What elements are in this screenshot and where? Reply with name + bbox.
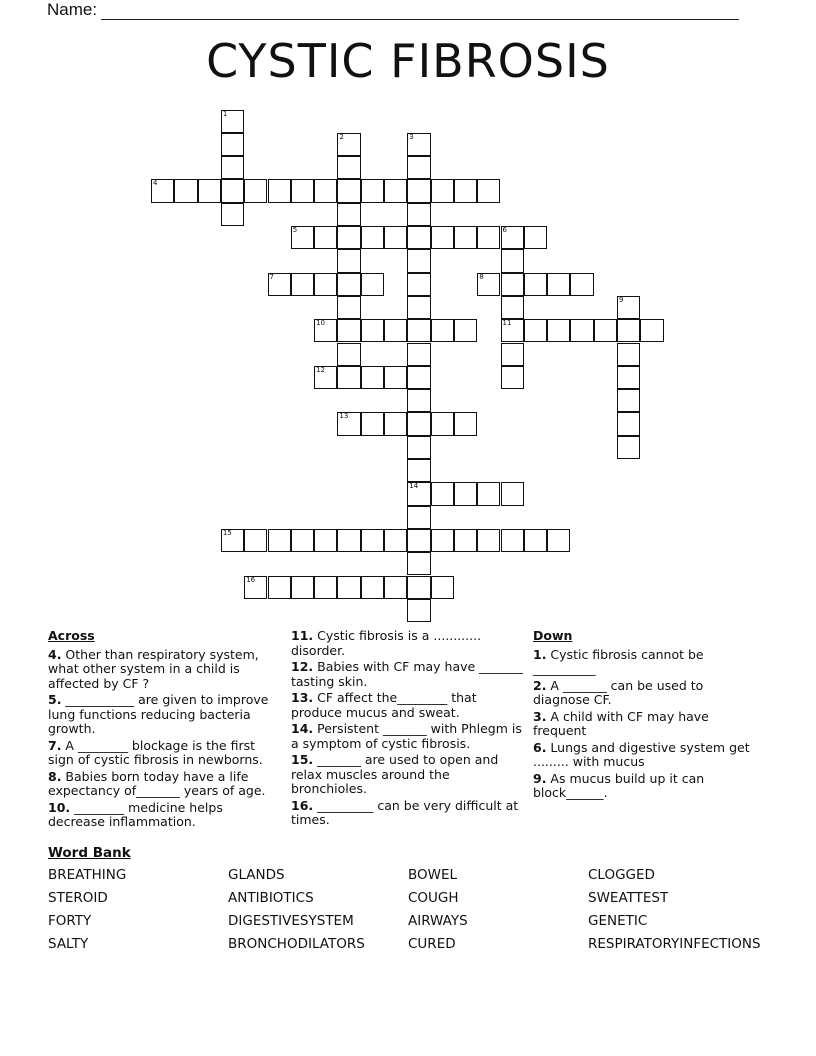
word-bank-word: BOWEL bbox=[408, 867, 458, 883]
word-bank-word: SWEATTEST bbox=[588, 890, 669, 906]
clue bbox=[533, 648, 761, 677]
clue-number: 5. bbox=[48, 692, 62, 707]
grid-cell[interactable] bbox=[337, 366, 360, 389]
grid-cell[interactable] bbox=[244, 179, 267, 202]
clue-number: 9 bbox=[619, 295, 624, 304]
grid-cell[interactable] bbox=[361, 319, 384, 342]
grid-cell[interactable] bbox=[407, 482, 430, 505]
grid-cell[interactable] bbox=[431, 576, 454, 599]
down-clues-column bbox=[533, 629, 761, 803]
grid-cell[interactable] bbox=[617, 319, 640, 342]
grid-cell[interactable] bbox=[640, 319, 663, 342]
grid-cell[interactable] bbox=[174, 179, 197, 202]
clue-number: 13. bbox=[291, 690, 314, 705]
grid-cell[interactable] bbox=[314, 226, 337, 249]
grid-cell[interactable] bbox=[291, 179, 314, 202]
clue-number: 16 bbox=[246, 575, 256, 584]
clue-text: CF affect the________ that produce mucus and sweat. bbox=[291, 690, 477, 720]
grid-cell[interactable] bbox=[337, 203, 360, 226]
across-clues-column-1 bbox=[48, 629, 276, 832]
grid-cell[interactable] bbox=[337, 156, 360, 179]
word-bank-word: ANTIBIOTICS bbox=[228, 890, 314, 906]
clue-text: Babies with CF may have _______ tasting skin. bbox=[291, 659, 523, 689]
word-bank-word: DIGESTIVESYSTEM bbox=[228, 913, 354, 929]
word-bank-word: AIRWAYS bbox=[408, 913, 468, 929]
grid-cell[interactable] bbox=[454, 529, 477, 552]
grid-cell[interactable] bbox=[407, 459, 430, 482]
grid-cell[interactable] bbox=[384, 412, 407, 435]
grid-cell[interactable] bbox=[431, 179, 454, 202]
grid-cell[interactable] bbox=[407, 319, 430, 342]
word-bank-word: GENETIC bbox=[588, 913, 648, 929]
clue-text: Persistent _______ with Phlegm is a symptom of cystic fibrosis. bbox=[291, 721, 522, 751]
grid-cell[interactable] bbox=[431, 529, 454, 552]
clue-number: 5 bbox=[292, 226, 298, 234]
clue-text: Babies born today have a life expectancy of_______ years of age. bbox=[48, 768, 266, 798]
grid-cell[interactable] bbox=[268, 576, 291, 599]
clue-text: Lungs and digestive system get ......... with mucus bbox=[533, 739, 750, 769]
clue-number: 6 bbox=[502, 226, 507, 234]
clue-number: 12 bbox=[316, 365, 326, 374]
grid-cell[interactable] bbox=[407, 273, 430, 296]
clue-text: A _______ can be used to diagnose CF. bbox=[533, 677, 704, 707]
clue bbox=[291, 629, 523, 658]
grid-cell[interactable] bbox=[337, 296, 360, 319]
grid-cell[interactable] bbox=[407, 226, 430, 249]
clue-number: 10. bbox=[48, 799, 71, 815]
grid-cell[interactable] bbox=[594, 319, 617, 342]
grid-cell[interactable] bbox=[268, 179, 291, 202]
word-bank-word: CURED bbox=[408, 936, 456, 952]
clue bbox=[291, 660, 523, 689]
grid-cell[interactable] bbox=[314, 179, 337, 202]
clue-text: A ________ blockage is the first sign of cystic fibrosis in newborns. bbox=[48, 737, 263, 767]
clue-text: _________ can be very difficult at times. bbox=[291, 797, 519, 827]
word-bank-word: RESPIRATORYINFECTIONS bbox=[588, 936, 761, 952]
grid-cell[interactable] bbox=[198, 179, 221, 202]
grid-cell[interactable] bbox=[477, 529, 500, 552]
grid-cell[interactable] bbox=[547, 273, 570, 296]
word-bank-word: FORTY bbox=[48, 913, 92, 929]
grid-cell[interactable] bbox=[524, 273, 547, 296]
clue-number: 4 bbox=[153, 179, 158, 188]
word-bank-word: STEROID bbox=[48, 890, 108, 906]
grid-cell[interactable] bbox=[501, 273, 524, 296]
grid-cell[interactable] bbox=[291, 226, 314, 249]
grid-cell[interactable] bbox=[221, 133, 244, 156]
clue-text: _______ are used to open and relax muscles around the bronchioles. bbox=[291, 752, 499, 796]
grid-cell[interactable] bbox=[407, 366, 430, 389]
grid-cell[interactable] bbox=[268, 273, 291, 296]
grid-cell[interactable] bbox=[407, 576, 430, 599]
grid-cell[interactable] bbox=[617, 343, 640, 366]
word-bank-word: BRONCHODILATORS bbox=[228, 936, 365, 952]
clue-number: 14 bbox=[409, 482, 419, 491]
clue-text: Cystic fibrosis cannot be __________ bbox=[533, 646, 704, 676]
clue-text: Cystic fibrosis is a ............ disorder. bbox=[291, 628, 482, 658]
clue bbox=[533, 741, 761, 770]
grid-cell[interactable] bbox=[407, 296, 430, 319]
grid-cell[interactable] bbox=[501, 226, 524, 249]
grid-cell[interactable] bbox=[384, 319, 407, 342]
clue bbox=[48, 801, 276, 830]
grid-cell[interactable] bbox=[617, 412, 640, 435]
clue bbox=[291, 753, 523, 797]
grid-cell[interactable] bbox=[361, 179, 384, 202]
clue-number: 6. bbox=[533, 739, 547, 755]
grid-cell[interactable] bbox=[431, 226, 454, 249]
clue-number: 15 bbox=[222, 528, 232, 537]
clue-number: 7 bbox=[269, 272, 274, 281]
grid-cell[interactable] bbox=[407, 133, 430, 156]
grid-cell[interactable] bbox=[477, 179, 500, 202]
grid-cell[interactable] bbox=[501, 319, 524, 342]
grid-cell[interactable] bbox=[337, 319, 360, 342]
grid-cell[interactable] bbox=[384, 226, 407, 249]
clue bbox=[291, 722, 523, 751]
clue bbox=[533, 710, 761, 739]
grid-cell[interactable] bbox=[407, 343, 430, 366]
grid-cell[interactable] bbox=[454, 482, 477, 505]
clue bbox=[291, 691, 523, 720]
across-heading: Across bbox=[48, 628, 95, 643]
grid-cell[interactable] bbox=[221, 529, 244, 552]
grid-cell[interactable] bbox=[314, 529, 337, 552]
grid-cell[interactable] bbox=[337, 529, 360, 552]
across-clues-column-2 bbox=[291, 629, 523, 830]
grid-cell[interactable] bbox=[524, 319, 547, 342]
grid-cell[interactable] bbox=[337, 273, 360, 296]
grid-cell[interactable] bbox=[384, 576, 407, 599]
clue bbox=[533, 772, 761, 801]
grid-cell[interactable] bbox=[314, 273, 337, 296]
grid-cell[interactable] bbox=[547, 319, 570, 342]
clue-number: 1 bbox=[222, 109, 228, 118]
clue-number: 2 bbox=[339, 132, 344, 141]
grid-cell[interactable] bbox=[337, 576, 360, 599]
grid-cell[interactable] bbox=[384, 529, 407, 552]
grid-cell[interactable] bbox=[407, 412, 430, 435]
clue-text: ________ medicine helps decrease inflammation. bbox=[48, 799, 223, 829]
word-bank-word: BREATHING bbox=[48, 867, 127, 883]
word-bank-word: COUGH bbox=[408, 890, 459, 906]
grid-cell[interactable] bbox=[407, 506, 430, 529]
clue-number: 8 bbox=[479, 272, 484, 281]
grid-cell[interactable] bbox=[570, 319, 593, 342]
clue bbox=[48, 770, 276, 799]
clue-number: 2. bbox=[533, 677, 547, 693]
grid-cell[interactable] bbox=[361, 226, 384, 249]
clue-number: 3. bbox=[533, 708, 547, 724]
grid-cell[interactable] bbox=[407, 156, 430, 179]
grid-cell[interactable] bbox=[291, 576, 314, 599]
grid-cell[interactable] bbox=[617, 436, 640, 459]
clue-number: 11 bbox=[502, 319, 512, 328]
grid-cell[interactable] bbox=[337, 133, 360, 156]
grid-cell[interactable] bbox=[617, 296, 640, 319]
clue-number: 11. bbox=[291, 628, 314, 643]
grid-cell[interactable] bbox=[477, 226, 500, 249]
grid-cell[interactable] bbox=[501, 249, 524, 272]
clue bbox=[48, 739, 276, 768]
grid-cell[interactable] bbox=[361, 412, 384, 435]
grid-cell[interactable] bbox=[407, 436, 430, 459]
grid-cell[interactable] bbox=[361, 576, 384, 599]
grid-cell[interactable] bbox=[221, 110, 244, 133]
clue-number: 16. bbox=[291, 797, 314, 813]
grid-cell[interactable] bbox=[337, 412, 360, 435]
grid-cell[interactable] bbox=[337, 249, 360, 272]
clue-number: 3 bbox=[409, 132, 414, 141]
clue-number: 12. bbox=[291, 659, 314, 674]
grid-cell[interactable] bbox=[407, 389, 430, 412]
word-bank-word: SALTY bbox=[48, 936, 89, 952]
clue bbox=[48, 648, 276, 692]
grid-cell[interactable] bbox=[221, 179, 244, 202]
grid-cell[interactable] bbox=[501, 482, 524, 505]
word-bank-word: GLANDS bbox=[228, 867, 285, 883]
grid-cell[interactable] bbox=[431, 482, 454, 505]
grid-cell[interactable] bbox=[314, 319, 337, 342]
grid-cell[interactable] bbox=[524, 529, 547, 552]
grid-cell[interactable] bbox=[407, 529, 430, 552]
grid-cell[interactable] bbox=[454, 226, 477, 249]
grid-cell[interactable] bbox=[617, 366, 640, 389]
clue-text: As mucus build up it can block______. bbox=[533, 770, 705, 800]
clue-number: 10 bbox=[316, 319, 326, 328]
grid-cell[interactable] bbox=[221, 203, 244, 226]
clue-text: ___________ are given to improve lung functions reducing bacteria growth. bbox=[48, 692, 269, 736]
clue-number: 13 bbox=[339, 412, 349, 421]
grid-cell[interactable] bbox=[244, 576, 267, 599]
clue-number: 9. bbox=[533, 770, 547, 786]
grid-cell[interactable] bbox=[337, 343, 360, 366]
grid-cell[interactable] bbox=[501, 366, 524, 389]
grid-cell[interactable] bbox=[384, 366, 407, 389]
clue bbox=[291, 799, 523, 828]
grid-cell[interactable] bbox=[221, 156, 244, 179]
grid-cell[interactable] bbox=[454, 319, 477, 342]
grid-cell[interactable] bbox=[407, 179, 430, 202]
clue bbox=[533, 679, 761, 708]
grid-cell[interactable] bbox=[291, 529, 314, 552]
grid-cell[interactable] bbox=[477, 273, 500, 296]
grid-cell[interactable] bbox=[547, 529, 570, 552]
grid-cell[interactable] bbox=[268, 529, 291, 552]
grid-cell[interactable] bbox=[501, 343, 524, 366]
clue-text: Other than respiratory system, what other system in a child is affected by CF ? bbox=[48, 646, 259, 691]
grid-cell[interactable] bbox=[407, 249, 430, 272]
clue-number: 14. bbox=[291, 721, 314, 736]
clue-number: 15. bbox=[291, 752, 314, 767]
grid-cell[interactable] bbox=[361, 529, 384, 552]
grid-cell[interactable] bbox=[151, 179, 174, 202]
grid-cell[interactable] bbox=[431, 319, 454, 342]
clue-number: 8. bbox=[48, 768, 62, 784]
page-title: CYSTIC FIBROSIS bbox=[206, 34, 610, 88]
grid-cell[interactable] bbox=[477, 482, 500, 505]
grid-cell[interactable] bbox=[524, 226, 547, 249]
grid-cell[interactable] bbox=[454, 179, 477, 202]
grid-cell[interactable] bbox=[431, 412, 454, 435]
grid-cell[interactable] bbox=[314, 576, 337, 599]
grid-cell[interactable] bbox=[361, 273, 384, 296]
grid-cell[interactable] bbox=[407, 599, 430, 622]
grid-cell[interactable] bbox=[384, 179, 407, 202]
clue-number: 1. bbox=[533, 646, 547, 662]
clue bbox=[48, 693, 276, 737]
grid-cell[interactable] bbox=[361, 366, 384, 389]
grid-cell[interactable] bbox=[244, 529, 267, 552]
grid-cell[interactable] bbox=[570, 273, 593, 296]
down-heading: Down bbox=[533, 628, 573, 643]
grid-cell[interactable] bbox=[407, 552, 430, 575]
grid-cell[interactable] bbox=[407, 203, 430, 226]
clue-number: 4. bbox=[48, 646, 62, 662]
word-bank-heading: Word Bank bbox=[48, 845, 131, 861]
grid-cell[interactable] bbox=[314, 366, 337, 389]
grid-cell[interactable] bbox=[501, 296, 524, 319]
grid-cell[interactable] bbox=[291, 273, 314, 296]
clue-text: A child with CF may have frequent bbox=[533, 708, 709, 738]
grid-cell[interactable] bbox=[337, 179, 360, 202]
name-label: Name: bbox=[47, 0, 98, 19]
grid-cell[interactable] bbox=[337, 226, 360, 249]
grid-cell[interactable] bbox=[454, 412, 477, 435]
grid-cell[interactable] bbox=[501, 529, 524, 552]
grid-cell[interactable] bbox=[617, 389, 640, 412]
word-bank-word: CLOGGED bbox=[588, 867, 655, 883]
clue-number: 7. bbox=[48, 737, 62, 753]
